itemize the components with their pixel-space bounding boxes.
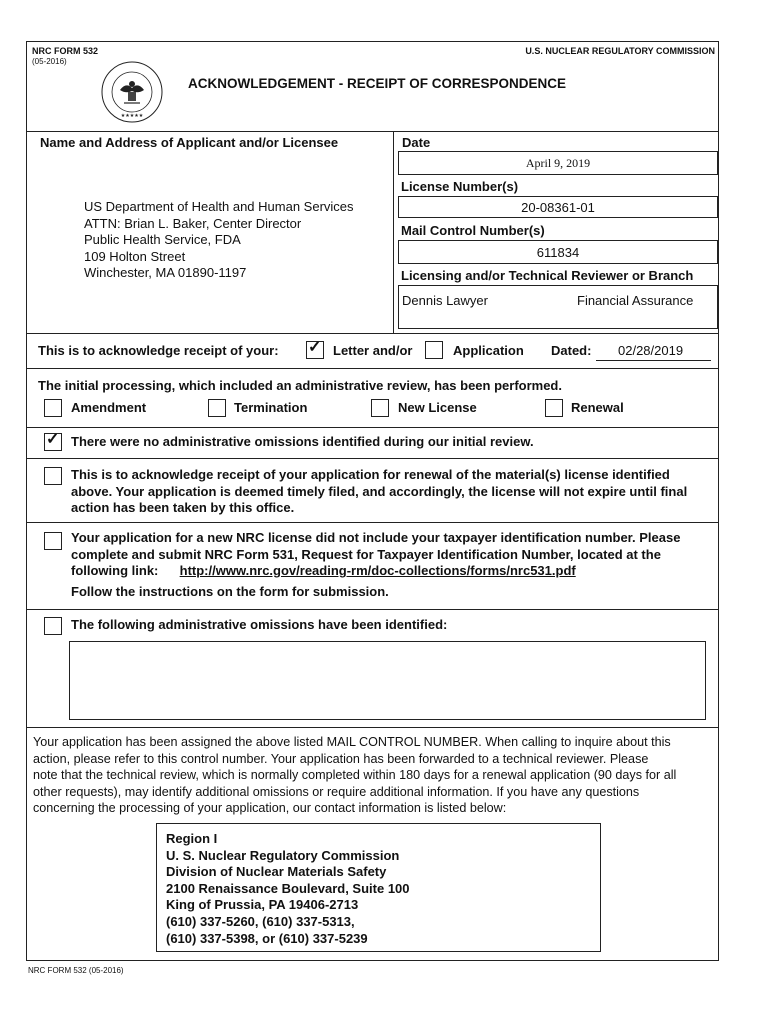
receipt-prefix: This is to acknowledge receipt of your: (38, 343, 279, 358)
address-line: Public Health Service, FDA (84, 232, 241, 247)
body-line: note that the technical review, which is normally completed within 180 days for a renewal application (90 days for all (33, 768, 677, 782)
address-line: 109 Holton Street (84, 248, 186, 264)
mail-control-label: Mail Control Number(s) (401, 223, 545, 238)
address-line: Winchester, MA 01890-1197 (84, 265, 247, 280)
contact-line: U. S. Nuclear Regulatory Commission (166, 847, 400, 863)
divider (26, 131, 719, 132)
taxpayer-checkbox[interactable] (44, 532, 62, 550)
contact-info (166, 831, 410, 947)
reviewer-name: Dennis Lawyer (402, 293, 488, 308)
divider (26, 333, 719, 334)
contact-line: (610) 337-5398, or (610) 337-5239 (166, 930, 368, 946)
amendment-label: Amendment (71, 400, 147, 415)
renewal-ack-line: action has been taken by this office. (71, 500, 295, 515)
contact-line: King of Prussia, PA 19406-2713 (166, 897, 359, 913)
body-line: action, please refer to this control number. Your application has been forwarded to a technical reviewer. Please (33, 751, 649, 766)
renewal-ack-line: This is to acknowledge receipt of your application for renewal of the material(s) license identified (71, 467, 670, 482)
body-line: concerning the processing of your application, our contact information is listed below: (33, 801, 507, 815)
dated-label: Dated: (551, 343, 592, 358)
processing-text: The initial processing, which included an administrative review, has been performed. (38, 378, 562, 393)
renewal-label: Renewal (571, 400, 624, 415)
application-label: Application (453, 343, 524, 358)
footer-form-id: NRC FORM 532 (05-2016) (28, 966, 124, 975)
contact-line: Division of Nuclear Materials Safety (166, 864, 387, 880)
check-icon: ✓ (46, 431, 60, 448)
divider (26, 427, 719, 428)
letter-checkbox[interactable] (306, 341, 324, 359)
omissions-label: The following administrative omissions have been identified: (71, 617, 448, 632)
form-531-link[interactable]: http://www.nrc.gov/reading-rm/doc-collections/forms/nrc531.pdf (179, 563, 576, 578)
divider (393, 131, 394, 333)
renewal-ack-text (71, 467, 687, 517)
application-checkbox[interactable] (425, 341, 443, 359)
license-label: License Number(s) (401, 179, 519, 194)
omissions-textarea[interactable] (69, 641, 706, 720)
mail-control-field[interactable] (398, 240, 718, 264)
date-field[interactable] (398, 151, 718, 175)
termination-checkbox[interactable] (208, 399, 226, 417)
nrc-seal-icon (100, 60, 164, 124)
reviewer-field[interactable] (398, 285, 718, 329)
new-license-checkbox[interactable] (371, 399, 389, 417)
taxpayer-line: Your application for a new NRC license did not include your taxpayer identification number. Please (71, 530, 681, 545)
mail-control-value: 611834 (536, 245, 580, 260)
contact-line: 2100 Renaissance Boulevard, Suite 100 (166, 880, 410, 896)
license-value: 20-08361-01 (521, 200, 595, 215)
new-license-label: New License (398, 400, 477, 415)
form-revision: (05-2016) (32, 57, 67, 66)
body-text (33, 734, 676, 817)
renewal-checkbox[interactable] (545, 399, 563, 417)
contact-box (156, 823, 601, 952)
form-id: NRC FORM 532 (32, 46, 99, 56)
taxpayer-text (71, 530, 680, 600)
date-value: April 9, 2019 (525, 156, 591, 170)
address-line: US Department of Health and Human Services (84, 199, 354, 214)
divider (26, 458, 719, 459)
agency-name: U.S. NUCLEAR REGULATORY COMMISSION (525, 46, 715, 56)
taxpayer-follow: Follow the instructions on the form for submission. (71, 583, 389, 599)
dated-value[interactable]: 02/28/2019 (618, 343, 684, 358)
taxpayer-line: complete and submit NRC Form 531, Request for Taxpayer Identification Number, located at the (71, 546, 661, 562)
applicant-address (84, 199, 354, 282)
termination-label: Termination (234, 400, 308, 415)
divider (26, 522, 719, 523)
amendment-checkbox[interactable] (44, 399, 62, 417)
letter-label: Letter and/or (333, 343, 413, 358)
contact-line: (610) 337-5260, (610) 337-5313, (166, 913, 355, 929)
no-omissions-text: There were no administrative omissions identified during our initial review. (71, 434, 534, 449)
page-title: ACKNOWLEDGEMENT - RECEIPT OF CORRESPONDENCE (188, 76, 567, 91)
divider (26, 609, 719, 610)
address-line: ATTN: Brian L. Baker, Center Director (84, 215, 302, 231)
license-field[interactable] (398, 196, 718, 218)
body-line: Your application has been assigned the above listed MAIL CONTROL NUMBER. When calling to inquire about this (33, 735, 671, 749)
renewal-ack-checkbox[interactable] (44, 467, 62, 485)
reviewer-label: Licensing and/or Technical Reviewer or Branch (401, 268, 694, 283)
link-prefix: following link: (71, 563, 159, 578)
omissions-checkbox[interactable] (44, 617, 62, 635)
no-omissions-checkbox[interactable] (44, 433, 62, 451)
taxpayer-link-line (71, 563, 680, 580)
divider (26, 727, 719, 728)
date-label: Date (402, 135, 431, 150)
divider (26, 368, 719, 369)
reviewer-branch: Financial Assurance (577, 293, 694, 308)
svg-text:★★★★★: ★★★★★ (120, 113, 144, 119)
check-icon: ✓ (308, 339, 322, 356)
renewal-ack-line: above. Your application is deemed timely filed, and accordingly, the license will not expire until final (71, 483, 688, 499)
contact-line: Region I (166, 831, 218, 846)
body-line: other requests), may identify additional omissions or require additional information. If you have any questions (33, 784, 640, 799)
applicant-label: Name and Address of Applicant and/or Licensee (40, 135, 339, 150)
dated-underline (596, 360, 711, 361)
